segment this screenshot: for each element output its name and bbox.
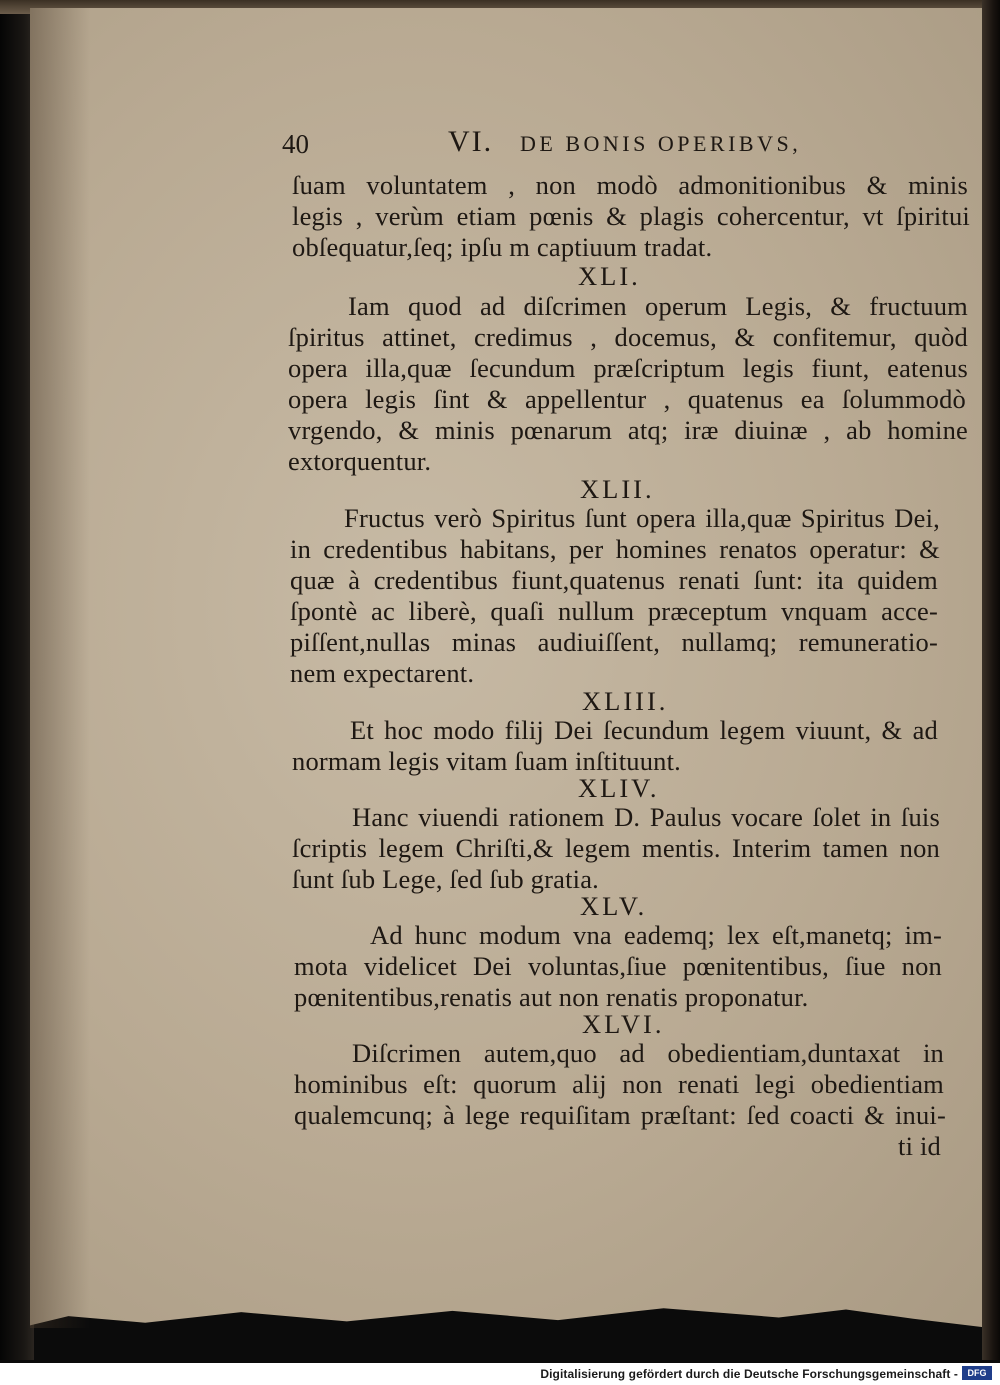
text-line: mota videlicet Dei voluntas,ſiue pœnitentibus, ſiue non — [294, 951, 942, 981]
article-numeral: XLV. — [580, 891, 648, 921]
text-line: extorquentur. — [288, 446, 432, 476]
text-line: opera legis ſint & appellentur , quatenus ea ſolummodò — [288, 384, 966, 414]
text-line: ſuam voluntatem , non modò admonitionibus & minis — [292, 170, 968, 200]
article-numeral: XLIII. — [582, 686, 669, 716]
article-numeral: XLIV. — [578, 773, 660, 803]
text-line: nem expectarent. — [290, 658, 475, 688]
text-line: ſunt ſub Lege, ſed ſub gratia. — [292, 864, 599, 894]
text-line: legis , verùm etiam pœnis & plagis cohercentur, vt ſpiritui — [292, 201, 970, 231]
text-line: Diſcrimen autem,quo ad obedientiam,duntaxat in — [352, 1038, 944, 1068]
text-line: piſſent,nullas minas audiuiſſent, nullamq; remuneratio- — [290, 627, 938, 657]
text-line: ſpiritus attinet, credimus , docemus, & confitemur, quòd — [288, 322, 968, 352]
page-header — [282, 125, 822, 163]
scan-edge-right — [982, 0, 1000, 1360]
text-line: Iam quod ad diſcrimen operum Legis, & fructuum — [348, 291, 968, 321]
text-line: hominibus eſt: quorum alij non renati legi obedientiam — [294, 1069, 944, 1099]
text-line: qualemcunq; à lege requiſitam præſtant: ſed coacti & inui- — [294, 1100, 946, 1130]
page-number: 40 — [282, 129, 309, 159]
article-numeral: XLII. — [580, 474, 655, 504]
digitization-footer — [0, 1363, 1000, 1385]
text-line: Fructus verò Spiritus ſunt opera illa,quæ Spiritus Dei, — [344, 503, 940, 533]
running-head: DE BONIS OPERIBVS, — [520, 131, 802, 156]
text-line: Hanc viuendi rationem D. Paulus vocare ſolet in ſuis — [352, 802, 940, 832]
text-line: obſequatur,ſeq; ipſu m captiuum tradat. — [292, 232, 713, 262]
page-gutter-shadow — [30, 8, 90, 1328]
text-line: ſpontè ac liberè, quaſi nullum præceptum vnquam acce- — [290, 596, 938, 626]
funding-credit: Digitalisierung gefördert durch die Deutsche Forschungsgemeinschaft - — [540, 1367, 958, 1381]
text-line: vrgendo, & minis pœnarum atq; iræ diuinæ , ab homine — [288, 415, 968, 445]
text-line: normam legis vitam ſuam inſtituunt. — [292, 746, 681, 776]
scan-edge-left — [0, 0, 34, 1360]
text-line: pœnitentibus,renatis aut non renatis proponatur. — [294, 982, 809, 1012]
catchword: ti id — [898, 1131, 941, 1161]
text-line: in credentibus habitans, per homines renatos operatur: & — [290, 534, 940, 564]
dfg-logo: DFG — [962, 1366, 992, 1380]
chapter-numeral: VI. — [448, 125, 494, 158]
article-numeral: XLI. — [578, 261, 641, 291]
text-line: Et hoc modo filij Dei ſecundum legem viuunt, & ad — [350, 715, 938, 745]
text-line: quæ à credentibus fiunt,quatenus renati ſunt: ita quidem — [290, 565, 938, 595]
text-line: Ad hunc modum vna eademq; lex eſt,manetq; im- — [370, 920, 942, 950]
text-line: ſcriptis legem Chriſti,& legem mentis. Interim tamen non — [292, 833, 940, 863]
article-numeral: XLVI. — [582, 1009, 665, 1039]
text-line: opera illa,quæ ſecundum præſcriptum legis fiunt, eatenus — [288, 353, 968, 383]
